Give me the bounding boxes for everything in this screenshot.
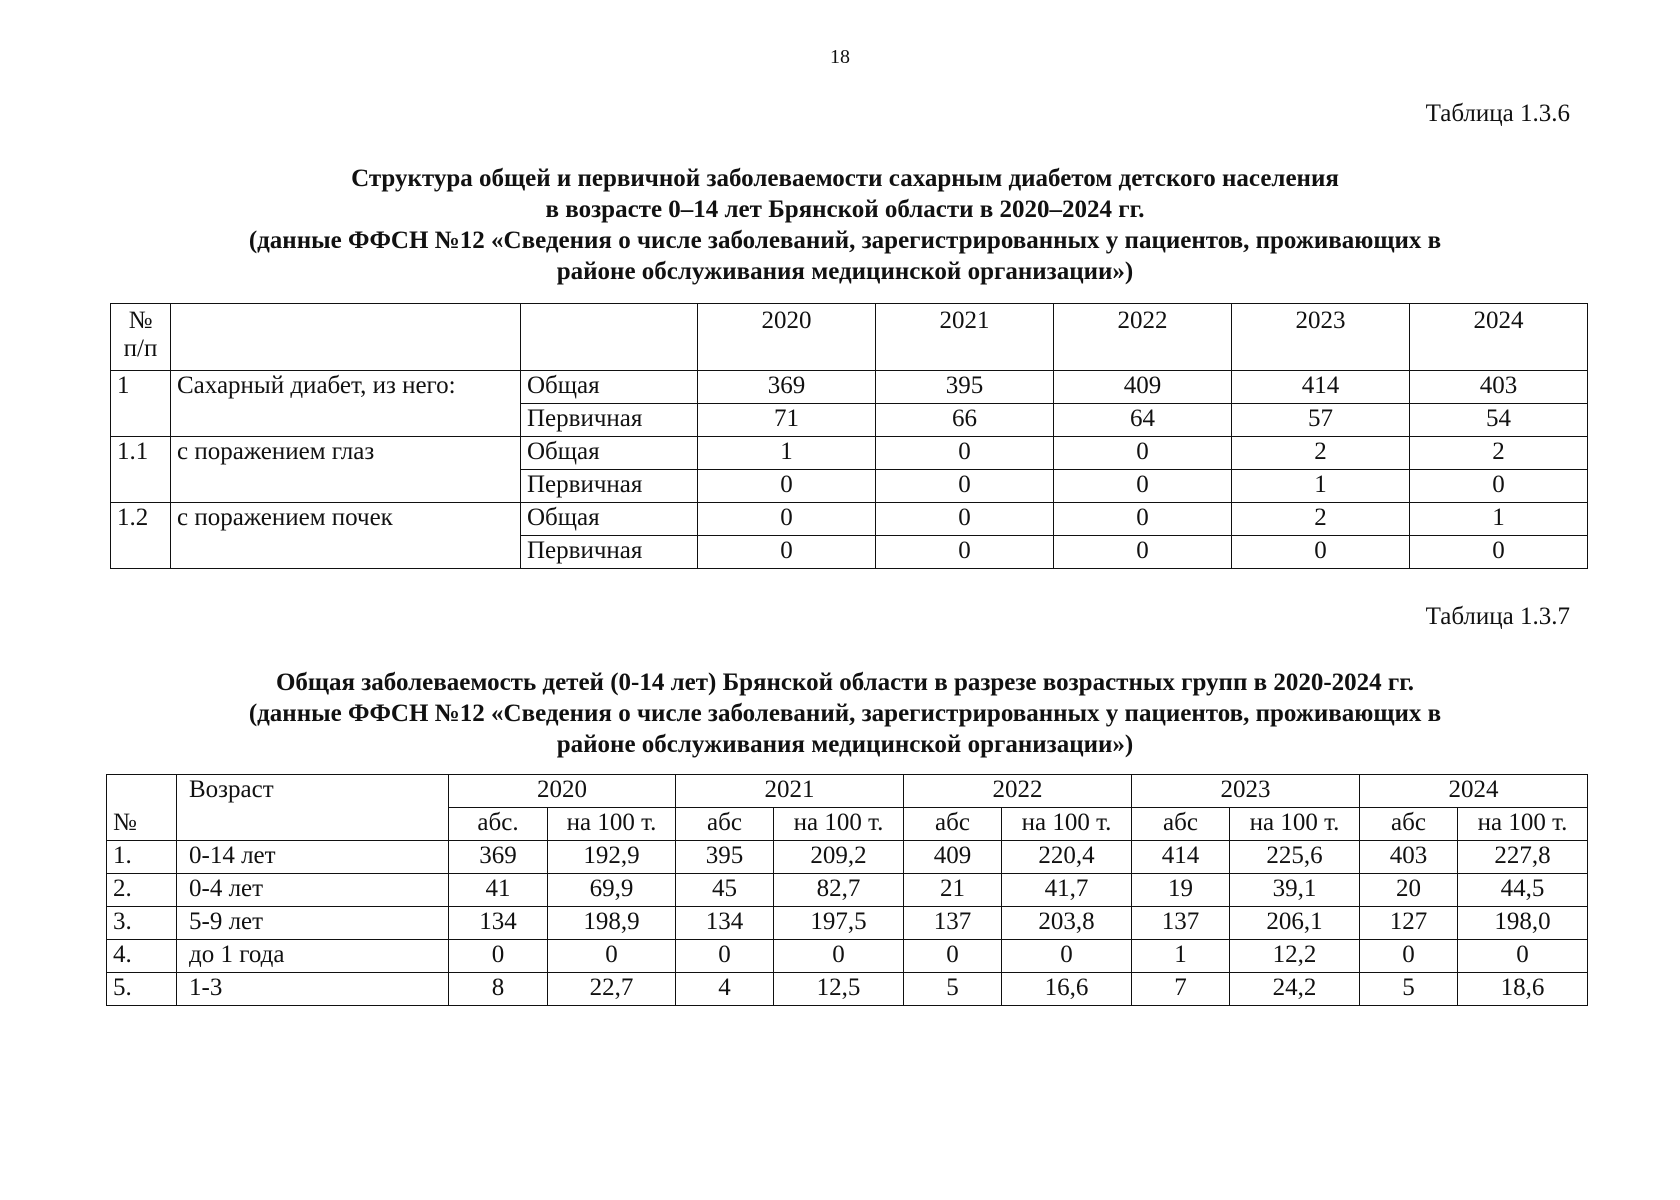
value-cell: 0 (698, 470, 876, 503)
value-cell: 403 (1360, 841, 1458, 874)
subheader-per-100k: на 100 т. (1002, 808, 1132, 841)
value-cell: 137 (1132, 907, 1230, 940)
row-number-empty (111, 470, 171, 503)
header-cell-number-empty (107, 775, 177, 808)
value-cell: 66 (876, 404, 1054, 437)
value-cell: 206,1 (1230, 907, 1360, 940)
row-name: Сахарный диабет, из него: (171, 371, 521, 404)
value-cell: 198,9 (548, 907, 676, 940)
value-cell: 1 (1410, 503, 1588, 536)
value-cell: 0 (698, 536, 876, 569)
value-cell: 198,0 (1458, 907, 1588, 940)
value-cell: 0 (876, 503, 1054, 536)
value-cell: 2 (1232, 503, 1410, 536)
value-cell: 0 (876, 470, 1054, 503)
page-number: 18 (830, 46, 850, 68)
value-cell: 2 (1410, 437, 1588, 470)
row-type: Общая (521, 503, 698, 536)
value-cell: 409 (1054, 371, 1232, 404)
value-cell: 134 (449, 907, 548, 940)
subheader-per-100k: на 100 т. (1230, 808, 1360, 841)
row-age: 0-4 лет (177, 874, 449, 907)
table-caption: Таблица 1.3.6 (1425, 100, 1570, 127)
value-cell: 1 (698, 437, 876, 470)
value-cell: 192,9 (548, 841, 676, 874)
value-cell: 19 (1132, 874, 1230, 907)
header-cell-number: № (107, 808, 177, 841)
table-caption: Таблица 1.3.7 (1425, 603, 1570, 630)
value-cell: 0 (1232, 536, 1410, 569)
value-cell: 0 (876, 437, 1054, 470)
table-title (110, 667, 1580, 760)
value-cell: 1 (1232, 470, 1410, 503)
value-cell: 0 (1410, 536, 1588, 569)
table-title-line: районе обслуживания медицинской организации») (556, 731, 1134, 758)
value-cell: 414 (1232, 371, 1410, 404)
value-cell: 414 (1132, 841, 1230, 874)
value-cell: 5 (904, 973, 1002, 1006)
value-cell: 0 (449, 940, 548, 973)
value-cell: 0 (904, 940, 1002, 973)
table-row (107, 940, 1588, 973)
value-cell: 8 (449, 973, 548, 1006)
value-cell: 69,9 (548, 874, 676, 907)
table-title-line: (данные ФФСН №12 «Сведения о числе заболеваний, зарегистрированных у пациентов, проживающих в (248, 700, 1442, 727)
value-cell: 0 (1054, 536, 1232, 569)
subheader-per-100k: на 100 т. (548, 808, 676, 841)
value-cell: 137 (904, 907, 1002, 940)
row-type: Первичная (521, 470, 698, 503)
value-cell: 0 (1002, 940, 1132, 973)
value-cell: 409 (904, 841, 1002, 874)
value-cell: 0 (1410, 470, 1588, 503)
value-cell: 41,7 (1002, 874, 1132, 907)
header-cell-empty (171, 304, 521, 371)
subheader-abs: абс (1360, 808, 1458, 841)
row-type: Первичная (521, 404, 698, 437)
table-title-line: районе обслуживания медицинской организации») (556, 258, 1134, 285)
header-cell-year: 2020 (698, 304, 876, 371)
row-type: Общая (521, 437, 698, 470)
table-title-line: Общая заболеваемость детей (0-14 лет) Брянской области в разрезе возрастных групп в 2020-2024 гг. (275, 669, 1415, 696)
value-cell: 12,5 (774, 973, 904, 1006)
value-cell: 41 (449, 874, 548, 907)
subheader-abs: абс (1132, 808, 1230, 841)
table-row (107, 874, 1588, 907)
value-cell: 64 (1054, 404, 1232, 437)
value-cell: 21 (904, 874, 1002, 907)
value-cell: 395 (676, 841, 774, 874)
header-cell-empty (521, 304, 698, 371)
value-cell: 0 (1054, 503, 1232, 536)
diabetes-structure-table (110, 303, 1588, 569)
value-cell: 4 (676, 973, 774, 1006)
table-title-line: в возрасте 0–14 лет Брянской области в 2020–2024 гг. (545, 196, 1145, 223)
row-number: 1 (111, 371, 171, 404)
table-header-row (111, 304, 1588, 371)
header-number-abbr: п/п (123, 335, 158, 362)
row-age: до 1 года (177, 940, 449, 973)
table-row (107, 973, 1588, 1006)
header-cell-year: 2023 (1232, 304, 1410, 371)
value-cell: 0 (698, 503, 876, 536)
value-cell: 22,7 (548, 973, 676, 1006)
value-cell: 5 (1360, 973, 1458, 1006)
header-cell-age-empty (177, 808, 449, 841)
row-type: Первичная (521, 536, 698, 569)
row-name-empty (171, 536, 521, 569)
value-cell: 39,1 (1230, 874, 1360, 907)
value-cell: 0 (876, 536, 1054, 569)
value-cell: 0 (1054, 470, 1232, 503)
table-title-line: Структура общей и первичной заболеваемости сахарным диабетом детского населения (351, 165, 1339, 192)
header-cell-year: 2021 (876, 304, 1054, 371)
value-cell: 134 (676, 907, 774, 940)
value-cell: 82,7 (774, 874, 904, 907)
row-number: 1.1 (111, 437, 171, 470)
row-age: 1-3 (177, 973, 449, 1006)
table-row (111, 503, 1588, 536)
value-cell: 225,6 (1230, 841, 1360, 874)
row-number: 1. (107, 841, 177, 874)
subheader-per-100k: на 100 т. (774, 808, 904, 841)
value-cell: 227,8 (1458, 841, 1588, 874)
subheader-per-100k: на 100 т. (1458, 808, 1588, 841)
row-name-empty (171, 470, 521, 503)
value-cell: 1 (1132, 940, 1230, 973)
subheader-abs: абс. (449, 808, 548, 841)
header-cell-year: 2022 (904, 775, 1132, 808)
row-name-empty (171, 404, 521, 437)
value-cell: 403 (1410, 371, 1588, 404)
row-age: 0-14 лет (177, 841, 449, 874)
value-cell: 12,2 (1230, 940, 1360, 973)
header-cell-age: Возраст (177, 775, 449, 808)
header-cell-number (111, 304, 171, 371)
table-row (111, 371, 1588, 404)
table-row (111, 404, 1588, 437)
value-cell: 0 (676, 940, 774, 973)
value-cell: 220,4 (1002, 841, 1132, 874)
value-cell: 369 (449, 841, 548, 874)
value-cell: 0 (774, 940, 904, 973)
value-cell: 0 (1360, 940, 1458, 973)
row-type: Общая (521, 371, 698, 404)
table-row (111, 437, 1588, 470)
value-cell: 203,8 (1002, 907, 1132, 940)
age-group-morbidity-table (106, 774, 1588, 1006)
header-cell-year: 2023 (1132, 775, 1360, 808)
value-cell: 57 (1232, 404, 1410, 437)
header-cell-year: 2024 (1360, 775, 1588, 808)
value-cell: 18,6 (1458, 973, 1588, 1006)
value-cell: 395 (876, 371, 1054, 404)
value-cell: 45 (676, 874, 774, 907)
row-name: с поражением почек (171, 503, 521, 536)
value-cell: 54 (1410, 404, 1588, 437)
header-cell-year: 2024 (1410, 304, 1588, 371)
table-header-row (107, 775, 1588, 808)
row-age: 5-9 лет (177, 907, 449, 940)
header-number-symbol: № (128, 307, 153, 334)
value-cell: 16,6 (1002, 973, 1132, 1006)
subheader-abs: абс (904, 808, 1002, 841)
table-title-line: (данные ФФСН №12 «Сведения о числе заболеваний, зарегистрированных у пациентов, проживающих в (248, 227, 1442, 254)
value-cell: 0 (548, 940, 676, 973)
row-name: с поражением глаз (171, 437, 521, 470)
row-number: 3. (107, 907, 177, 940)
value-cell: 44,5 (1458, 874, 1588, 907)
table-row (107, 841, 1588, 874)
subheader-abs: абс (676, 808, 774, 841)
row-number-empty (111, 536, 171, 569)
value-cell: 7 (1132, 973, 1230, 1006)
row-number-empty (111, 404, 171, 437)
table-row (107, 907, 1588, 940)
value-cell: 369 (698, 371, 876, 404)
row-number: 4. (107, 940, 177, 973)
value-cell: 20 (1360, 874, 1458, 907)
table-subheader-row (107, 808, 1588, 841)
header-cell-year: 2020 (449, 775, 676, 808)
value-cell: 2 (1232, 437, 1410, 470)
table-row (111, 470, 1588, 503)
header-cell-year: 2022 (1054, 304, 1232, 371)
value-cell: 209,2 (774, 841, 904, 874)
value-cell: 127 (1360, 907, 1458, 940)
value-cell: 71 (698, 404, 876, 437)
row-number: 2. (107, 874, 177, 907)
table-title (110, 163, 1580, 287)
value-cell: 24,2 (1230, 973, 1360, 1006)
value-cell: 197,5 (774, 907, 904, 940)
row-number: 5. (107, 973, 177, 1006)
value-cell: 0 (1458, 940, 1588, 973)
header-cell-year: 2021 (676, 775, 904, 808)
table-row (111, 536, 1588, 569)
row-number: 1.2 (111, 503, 171, 536)
value-cell: 0 (1054, 437, 1232, 470)
